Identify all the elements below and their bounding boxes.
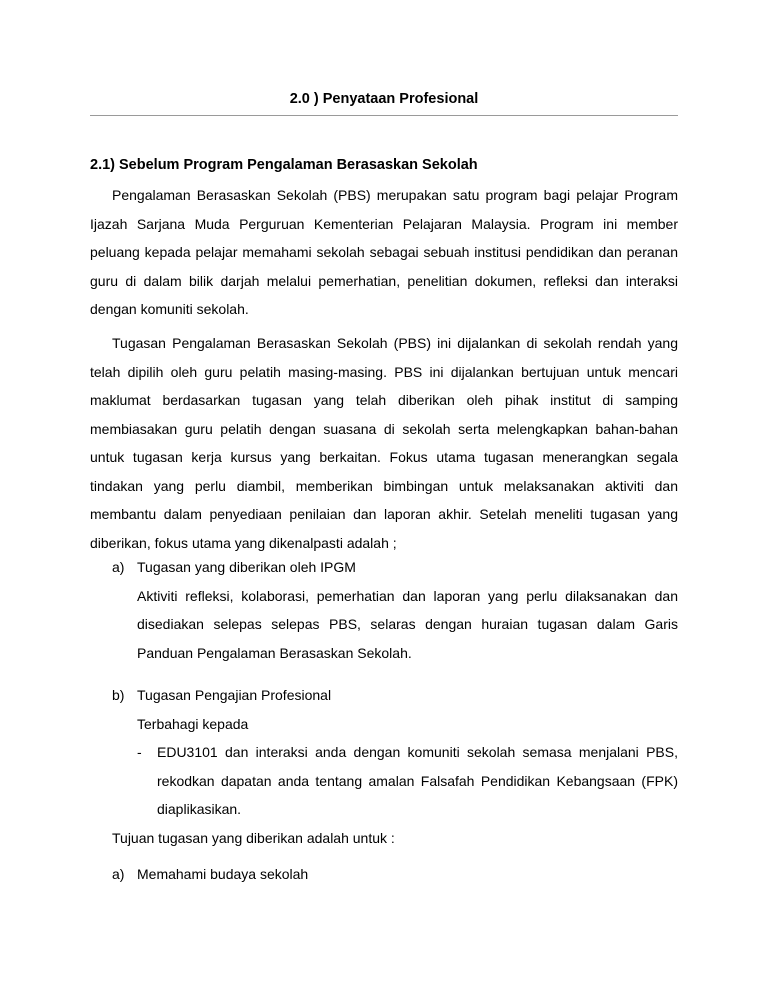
paragraph-task-description: Tugasan Pengalaman Berasaskan Sekolah (PBS) ini dijalankan di sekolah rendah yang telah dipilih oleh guru pelatih masing-masing. PBS ini dijalankan bertujuan untuk mencari maklumat berdasarkan tugasan yang telah diberikan oleh pihak institut di samping membiasakan guru pelatih dengan suasana di sekolah serta melengkapkan bahan-bahan untuk tugasan kerja kursus yang berkaitan. Fokus utama tugasan menerangkan segala tindakan yang perlu diambil, memberikan bimbingan untuk melaksanakan aktiviti dan membantu dalam penyediaan penilaian dan laporan akhir. Setelah meneliti tugasan yang diberikan, fokus utama yang dikenalpasti adalah ; bbox=[90, 335, 678, 551]
list-marker: a) bbox=[112, 866, 125, 882]
page-title: 2.0 ) Penyataan Profesional bbox=[289, 91, 479, 107]
dash-marker: - bbox=[137, 744, 142, 760]
purpose-item-a-row bbox=[112, 860, 678, 889]
focus-item-b-detail: Terbahagi kepada bbox=[137, 715, 249, 732]
title-divider bbox=[90, 115, 678, 116]
section-heading: 2.1) Sebelum Program Pengalaman Berasaskan Sekolah bbox=[90, 157, 478, 173]
focus-item-b-title: Tugasan Pengajian Profesional bbox=[137, 687, 332, 703]
focus-item-b-header bbox=[112, 681, 678, 710]
focus-item-a-detail: Aktiviti refleksi, kolaborasi, pemerhatian dan laporan yang perlu dilaksanakan dan disediakan selepas selepas PBS, selaras dengan huraian tugasan dalam Garis Panduan Pengalaman Berasaskan Sekolah. bbox=[137, 587, 678, 661]
focus-item-b-subitem-text: EDU3101 dan interaksi anda dengan komuniti sekolah semasa menjalani PBS, rekodkan dapatan anda tentang amalan Falsafah Pendidikan Kebangsaan (FPK) diaplikasikan. bbox=[157, 744, 678, 817]
focus-item-b-subitem bbox=[137, 738, 678, 824]
list-marker: a) bbox=[112, 559, 125, 575]
focus-item-a-title: Tugasan yang diberikan oleh IPGM bbox=[137, 559, 356, 575]
focus-item-a bbox=[112, 553, 678, 667]
focus-item-b bbox=[112, 681, 678, 824]
purpose-item-a bbox=[112, 860, 678, 889]
paragraph-intro: Pengalaman Berasaskan Sekolah (PBS) merupakan satu program bagi pelajar Program Ijazah Sarjana Muda Perguruan Kementerian Pelajaran Malaysia. Program ini member peluang kepada pelajar memahami sekolah sebagai sebuah institusi pendidikan dan peranan guru di dalam bilik darjah melalui pemerhatian, penelitian dokumen, refleksi dan interaksi dengan komuniti sekolah. bbox=[90, 187, 678, 317]
focus-item-a-header bbox=[112, 553, 678, 582]
list-marker: b) bbox=[112, 687, 125, 703]
purpose-intro: Tujuan tugasan yang diberikan adalah untuk : bbox=[112, 830, 395, 846]
purpose-item-a-text: Memahami budaya sekolah bbox=[137, 866, 309, 882]
